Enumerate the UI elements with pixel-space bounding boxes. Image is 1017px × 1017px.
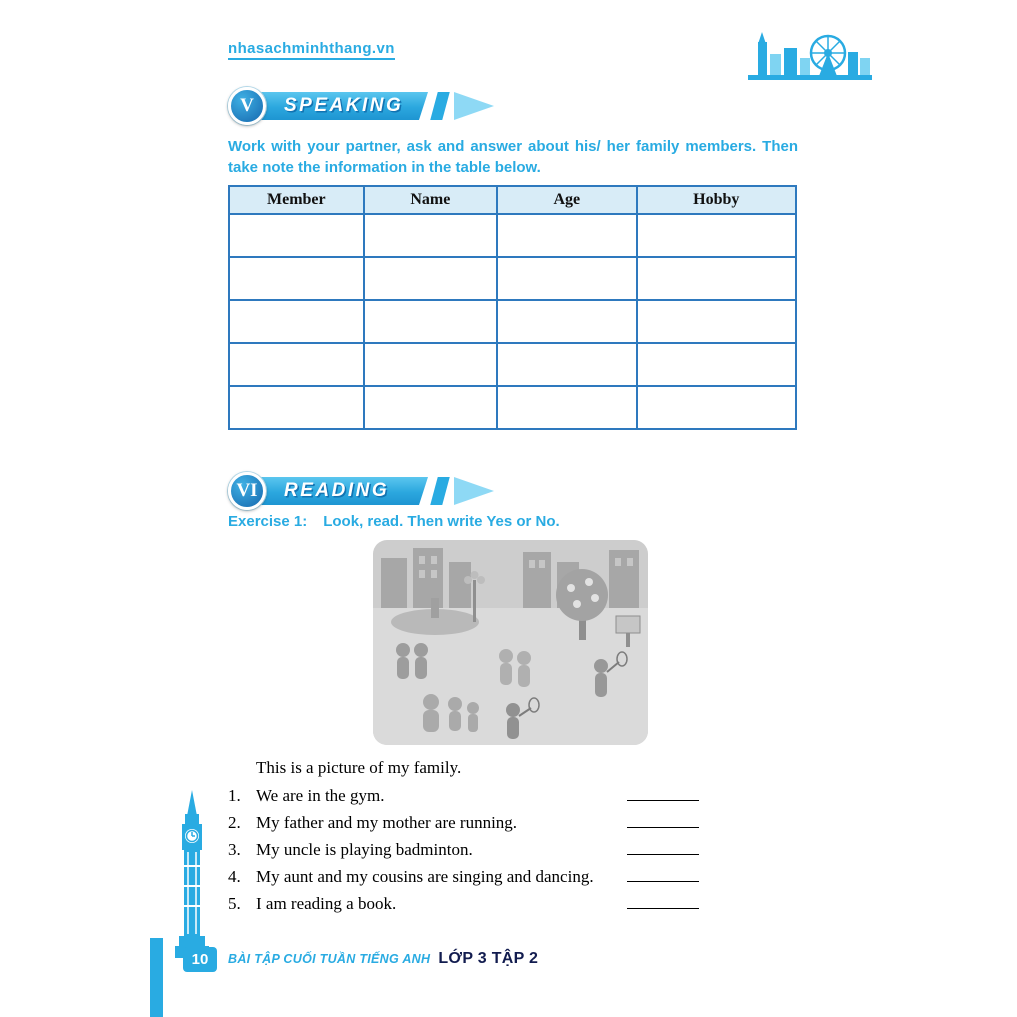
table-cell[interactable] bbox=[229, 300, 364, 343]
footer-book-title: LỚP 3 TẬP 2 bbox=[438, 950, 539, 967]
table-cell[interactable] bbox=[229, 214, 364, 257]
table-cell[interactable] bbox=[229, 257, 364, 300]
item-number: 3. bbox=[228, 840, 241, 859]
speaking-table-header-row bbox=[229, 186, 796, 214]
item-text: My father and my mother are running. bbox=[256, 813, 518, 832]
table-cell[interactable] bbox=[637, 386, 796, 429]
table-cell[interactable] bbox=[229, 386, 364, 429]
page-number: 10 bbox=[191, 951, 209, 968]
footer-series-title: BÀI TẬP CUỐI TUẦN TIẾNG ANH bbox=[228, 952, 431, 966]
table-cell[interactable] bbox=[364, 386, 498, 429]
table-cell[interactable] bbox=[637, 343, 796, 386]
item-text: I am reading a book. bbox=[256, 894, 397, 913]
reading-item bbox=[228, 867, 797, 894]
banner-arrow-icon bbox=[454, 92, 494, 120]
table-cell[interactable] bbox=[497, 386, 636, 429]
table-cell[interactable] bbox=[497, 214, 636, 257]
item-text: We are in the gym. bbox=[256, 786, 385, 805]
section-numeral: V bbox=[240, 95, 254, 116]
table-header-cell: Name bbox=[364, 186, 498, 214]
answer-line[interactable] bbox=[627, 868, 699, 882]
item-text: My uncle is playing badminton. bbox=[256, 840, 473, 859]
banner-arrow-icon bbox=[454, 477, 494, 505]
speaking-instructions: Work with your partner, ask and answer about his/ her family members. Then take note the information in the table below. bbox=[228, 138, 798, 176]
table-cell[interactable] bbox=[364, 343, 498, 386]
table-cell[interactable] bbox=[364, 257, 498, 300]
family-park-illustration bbox=[373, 540, 648, 745]
item-number: 1. bbox=[228, 786, 241, 805]
table-row bbox=[229, 343, 796, 386]
answer-line[interactable] bbox=[627, 895, 699, 909]
table-cell[interactable] bbox=[637, 257, 796, 300]
picture-caption: This is a picture of my family. bbox=[256, 758, 462, 777]
page-number-badge bbox=[183, 947, 217, 972]
section-title: SPEAKING bbox=[284, 95, 404, 116]
section-numeral-badge bbox=[228, 472, 266, 510]
section-numeral: VI bbox=[236, 480, 258, 501]
table-row bbox=[229, 257, 796, 300]
reading-section-banner bbox=[228, 474, 498, 510]
footer bbox=[228, 950, 538, 968]
reading-item bbox=[228, 786, 797, 813]
answer-line[interactable] bbox=[627, 814, 699, 828]
item-number: 4. bbox=[228, 867, 241, 886]
table-header-cell: Hobby bbox=[637, 186, 796, 214]
item-text: My aunt and my cousins are singing and dancing. bbox=[256, 867, 594, 886]
speaking-table-body bbox=[229, 214, 796, 429]
table-header-cell: Age bbox=[497, 186, 636, 214]
table-row bbox=[229, 300, 796, 343]
table-cell[interactable] bbox=[497, 257, 636, 300]
big-ben-tower-icon bbox=[170, 790, 214, 965]
item-number: 5. bbox=[228, 894, 241, 913]
table-cell[interactable] bbox=[497, 343, 636, 386]
exercise-instruction: Look, read. Then write Yes or No. bbox=[323, 513, 560, 530]
section-title: READING bbox=[284, 480, 390, 501]
table-row bbox=[229, 214, 796, 257]
table-cell[interactable] bbox=[229, 343, 364, 386]
exercise-label: Exercise 1: bbox=[228, 513, 308, 530]
section-numeral-badge bbox=[228, 87, 266, 125]
page-edge-decoration bbox=[150, 938, 163, 1017]
city-skyline-icon bbox=[748, 28, 872, 89]
reading-list bbox=[228, 786, 797, 921]
reading-item bbox=[228, 894, 797, 921]
banner-stripe bbox=[430, 477, 450, 505]
watermark-text: nhasachminhthang.vn bbox=[228, 40, 395, 60]
reading-item bbox=[228, 840, 797, 867]
speaking-section-banner bbox=[228, 89, 498, 125]
exercise-heading bbox=[228, 513, 560, 530]
answer-line[interactable] bbox=[627, 841, 699, 855]
table-header-cell: Member bbox=[229, 186, 364, 214]
table-cell[interactable] bbox=[637, 300, 796, 343]
banner-stripe bbox=[430, 92, 450, 120]
answer-line[interactable] bbox=[627, 787, 699, 801]
table-cell[interactable] bbox=[364, 214, 498, 257]
item-number: 2. bbox=[228, 813, 241, 832]
reading-item bbox=[228, 813, 797, 840]
table-cell[interactable] bbox=[637, 214, 796, 257]
table-cell[interactable] bbox=[364, 300, 498, 343]
speaking-table bbox=[228, 185, 797, 430]
table-cell[interactable] bbox=[497, 300, 636, 343]
table-row bbox=[229, 386, 796, 429]
